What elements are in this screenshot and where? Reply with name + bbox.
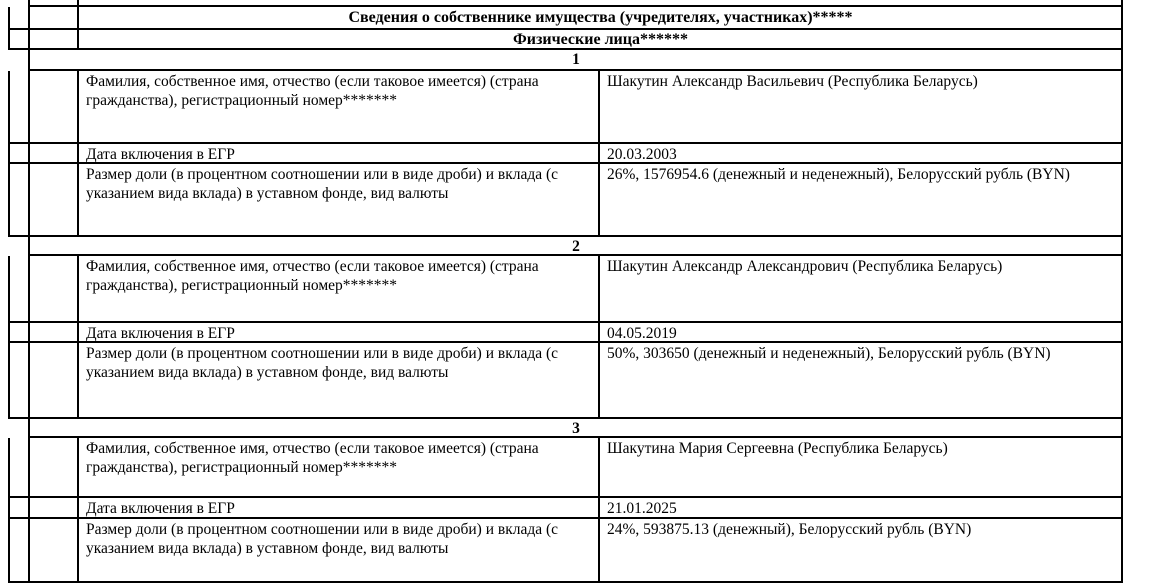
record-number-row [28,50,1123,71]
table-row-name [8,71,1123,144]
share-label: Размер доли (в процентном соотношении или в виде дроби) и вклада (с указанием вида вклада) в уставном фонде, вид валюты [77,343,598,417]
share-value: 26%, 1576954.6 (денежный и неденежный), Белорусский рубль (BYN) [598,164,1123,235]
table-row-name [8,256,1123,323]
empty-cell [8,519,28,581]
empty-cell [28,438,77,496]
table-row-share [8,519,1123,583]
subsection-title: Физические лица****** [77,30,1123,48]
table-row-subsection-title [8,30,1123,50]
table-row-name [8,438,1123,498]
share-label: Размер доли (в процентном соотношении или в виде дроби) и вклада (с указанием вида вклада) в уставном фонде, вид валюты [77,519,598,581]
empty-cell [8,343,28,417]
record-number: 2 [28,237,1123,254]
section-title: Сведения о собственнике имущества (учредителях, участниках)***** [77,7,1123,28]
name-label: Фамилия, собственное имя, отчество (если таковое имеется) (страна гражданства), регистрационный номер******* [77,71,598,142]
empty-cell [28,164,77,235]
share-value: 50%, 303650 (денежный и неденежный), Белорусский рубль (BYN) [598,343,1123,417]
date-value: 04.05.2019 [598,323,1123,341]
empty-cell [8,438,28,496]
empty-cell [8,7,28,28]
empty-cell [28,7,77,28]
empty-cell [28,144,77,162]
name-label: Фамилия, собственное имя, отчество (если таковое имеется) (страна гражданства), регистрационный номер******* [77,438,598,496]
share-label: Размер доли (в процентном соотношении или в виде дроби) и вклада (с указанием вида вклада) в уставном фонде, вид валюты [77,164,598,235]
registry-extract-table [8,0,1123,583]
empty-cell [8,71,28,142]
empty-cell [28,256,77,321]
table-row-date [8,323,1123,343]
empty-cell [28,519,77,581]
table-row-share [8,343,1123,419]
name-value: Шакутин Александр Александрович (Республика Беларусь) [598,256,1123,321]
date-label: Дата включения в ЕГР [77,323,598,341]
empty-cell [8,256,28,321]
empty-cell [28,323,77,341]
name-label: Фамилия, собственное имя, отчество (если таковое имеется) (страна гражданства), регистрационный номер******* [77,256,598,321]
date-label: Дата включения в ЕГР [77,144,598,162]
empty-cell [28,30,77,48]
table-row-partial-top [28,0,1123,7]
date-label: Дата включения в ЕГР [77,498,598,517]
empty-cell [8,164,28,235]
record-number: 1 [28,50,1123,69]
table-row-section-title [8,7,1123,30]
date-value: 21.01.2025 [598,498,1123,517]
table-row-share [8,164,1123,237]
table-row-date [8,498,1123,519]
empty-cell [8,30,28,48]
empty-cell [8,498,28,517]
table-row-date [8,144,1123,164]
empty-cell [28,343,77,417]
name-value: Шакутин Александр Васильевич (Республика Беларусь) [598,71,1123,142]
date-value: 20.03.2003 [598,144,1123,162]
record-number: 3 [28,419,1123,436]
record-number-row [28,237,1123,256]
empty-cell [8,144,28,162]
empty-cell [8,323,28,341]
empty-cell [28,71,77,142]
record-number-row [28,419,1123,438]
empty-cell [28,0,77,5]
empty-cell [77,0,1123,5]
name-value: Шакутина Мария Сергеевна (Республика Беларусь) [598,438,1123,496]
share-value: 24%, 593875.13 (денежный), Белорусский рубль (BYN) [598,519,1123,581]
empty-cell [28,498,77,517]
